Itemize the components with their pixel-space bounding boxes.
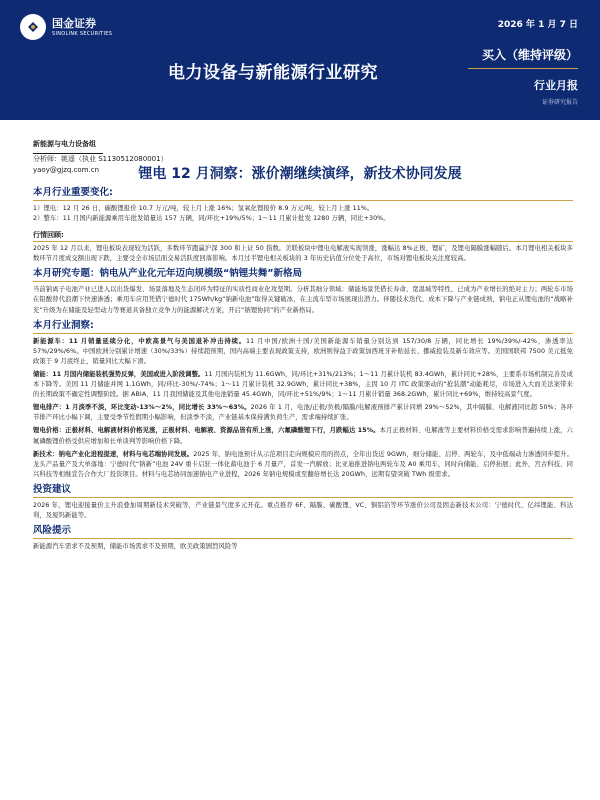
report-series-title: 电力设备与新能源行业研究 [168,63,378,83]
insight-tech-lead: 新技术：钠电产业化进程提速，材料与电芯端协同发展。 [33,450,194,458]
section-title-market: 行情回顾: [33,230,573,242]
section-title-changes: 本月行业重要变化: [33,186,573,201]
insight-tech-text: 2025 年，钠电池预计从示范项目走向规模应用的拐点，全年出货近 9GWh，细分储能、启停、两轮车，及中低端动力渗透同步提升。龙头产品量产及大单落地：宁德时代“钠新”电池 24V 重卡启驻一体化蓄电池于 6 月量产，首发一汽解放；比亚迪推进钠电两轮车及 A0 乘用车，同时向储能、启停拓展；此外，宫古科技、同兴科技等相继宣告合作大厂投资项目。材料与电芯协同加速钠电产业进程，2026 年钠电规模或至翻倍增长达 20GWh，远期有望突破 TWh 级需求。 [33,450,574,478]
risk-text: 新能源汽车需求不及预期，储能市场需求不及预期，欧美政策剧烈风险等 [33,543,238,551]
insight-ev [33,337,573,367]
logo-name-cn: 国金证券 [52,16,96,30]
section-title-insight: 本月行业洞察: [33,319,573,334]
insight-price-lead: 锂电价格：正极材料、电解液材料价格见涨，正极材料、电解液、资源品皆有所上涨，六氟磷酸锂下行，月跌幅达 15%。 [33,427,380,435]
insight-battery-text: 2026 年 1 月，电池/正极/负极/隔膜/电解液预排产累计同增 29%～52%，其中隔膜、电解液同比超 50%；各环节排产环比小幅下调，主要受季节性假期小幅影响，但淡季不淡，产业链基本保持满负荷生产，需求端持续扩张。 [33,404,574,422]
insight-storage-lead: 储能：11 月国内储能装机强势反弹，美国或进入阶段调整。 [33,370,205,378]
analyst-email[interactable]: yaoy@gjzq.com.cn [33,166,100,174]
insight-ev-text: 11 月中国/欧洲十国/美国新能源车销量分别达到 157/30/8 万辆，同比增长 19%/39%/-42%，渗透率达 57%/29%/6%。中国欧洲分别累计增速（30%/33%）持续超预期，国内高端主要表现政策支持，欧洲则得益于政策加西班牙补贴延长、挪威抢装及新车效应等。美国国联邦 7500 美元抵免政策于 9 月底终止，销量同比大幅下滑。 [33,337,573,365]
report-date: 2026 年 1 月 7 日 [497,20,578,30]
company-logo [20,14,112,40]
report-body [33,186,573,552]
market-review-text: 2025 年 12 月以来，锂电板块表现较为活跃，多数环节跑赢沪深 300 和上证 50 指数。美联板块中锂电电解液实现领涨，涨幅达 8%正极、锂矿，及锂电隔膜涨幅随后。本月锂电相关板块多数环节月度成交额出现下跌，主要受全市场层面交易活跃度回落影响。本月过半锂电相关板块的 3 年历史估值分位处于高位，市场对锂电板块关注度较高。 [33,245,573,263]
invest-text: 2026 年，锂电迎接量价主升浪叠加周期新技术突破等，产业链景气度多元开花。重点推荐 6F、隔膜、碳酸锂、VC、铜铝箔等环节涨价公司及固态新技术公司：宁德时代、亿纬锂能、科达利，及厦钨新能等。 [33,501,573,519]
report-headline: 锂电 12 月洞察：涨价潮继续演绎，新技术协同发展 [138,166,462,182]
section-title-risk: 风险提示 [33,524,573,539]
report-type: 行业月报 [534,79,578,92]
analyst-dept: 新能源与电力设备组 [33,140,96,148]
insight-storage [33,370,573,400]
insight-ev-lead: 新能源车：11 月销量延续分化，中欧高景气与美国退补冲击持续。 [33,337,246,345]
insight-price [33,426,573,446]
rating-label: 买入（维持评级） [468,46,578,69]
report-category: 证券研究报告 [541,99,578,106]
report-header [0,0,600,120]
analyst-name: 分析师：姚遥（执业 S1130512080001） [33,155,168,163]
logo-name-en: SINOLINK SECURITIES [52,30,113,37]
section-title-topic: 本月研究专题：钠电从产业化元年迈向规模级“钠锂共舞”新格局 [33,267,573,282]
changes-item-vehicle: 2）整车：11 月国内新能源乘用车批发销量达 157 万辆，同/环比+19%/5%；1～11 月累计批发 1280 万辆，同比+30%。 [33,215,390,223]
topic-text: 当前钠离子电池产业已进入以出货爆发、场景落地及生态闭环为特征的实质性商业化攻坚期。分析其细分领域：储能场景凭借长寿命、宽温域等特性，已成为产业增长的绝对主力；两轮车市场在铅酸替代浪潮下快速渗透；乘用车应用凭借宁德时代 175Wh/kg“钠新电池”取得关键破冰，在主流车型市场展现出潜力。伴随技术迭代、成本下降与产业链成熟，钠电正从锂电池的“战略补充”升级为在储能及轻型动力等赛道具备独立竞争力的能源解决方案，开启“钠锂协同”的产业新格局。 [33,286,573,314]
insight-tech [33,450,573,480]
changes-item-lithium: 1）锂电：12 月 26 日，碳酸锂报价 10.7 万元/吨，较上月上涨 16%；氢氧化锂报价 8.9 万元/吨，较上月上涨 11%。 [33,205,374,212]
insight-battery-lead: 锂电排产：1 月淡季不淡，环比变动-13%～2%，同比增长 33%～63%。 [33,404,251,412]
insight-battery [33,403,573,423]
insight-storage-text: 11 月国内装机为 11.6GWh，同/环比+31%/213%；1～11 月累计装机 83.4GWh，累计同比+28%，主要系市场机制完善及成本下降等。美国 11 月储能并网 1.1GWh，同/环比-30%/-74%；1～11 月累计装机 32.9GWh，累计同比+38%，主因 10 月 ITC 政策驱动的“抢装潮”动能耗尽，市场进入大而美法案带来的长期政策不确定性调整阶段。据 ABIA，11 月我国储能及其他电池销量 45.4GWh，同/环比+51%/9%；1～11 月累计销量 368.2GWh，累计同比+69%，维持较高景气度。 [33,370,573,399]
rating-box [468,46,578,106]
insight-price-text: 本月正极材料、电解液等主要材料价格受需求影响普遍持续上涨，六氟磷酸锂价格受供应增加和长单谈判等影响价格下降。 [33,427,574,445]
section-title-invest: 投资建议 [33,483,573,498]
logo-emblem-icon [20,14,46,40]
